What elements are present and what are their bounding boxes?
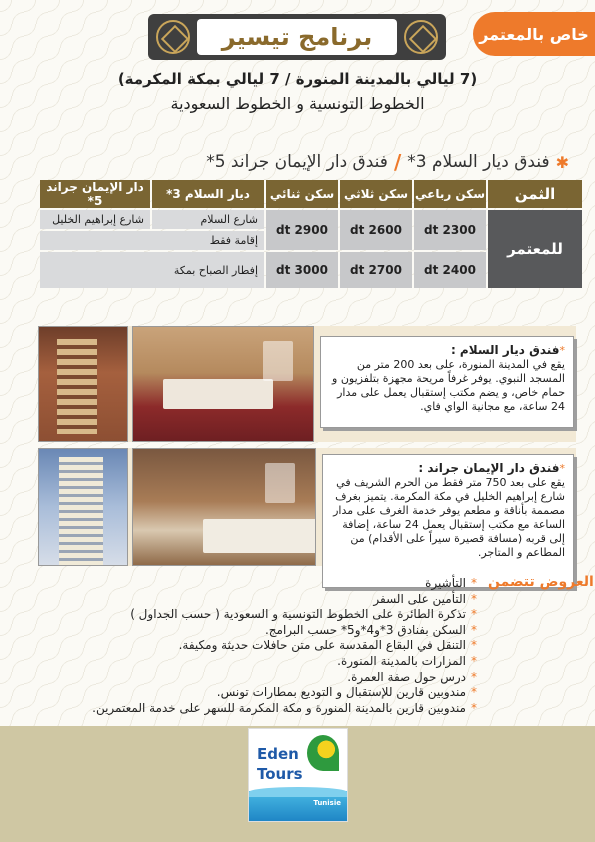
logo-tag: Tunisie xyxy=(313,799,341,807)
bullet-icon: * xyxy=(471,622,477,637)
airlines-subtitle: الخطوط التونسية و الخطوط السعودية xyxy=(170,94,425,113)
header-price: الثمن xyxy=(488,180,582,208)
eden-tours-logo xyxy=(248,728,348,822)
bullet-icon: * xyxy=(471,591,477,606)
hotel1-street: شارع السلام xyxy=(152,210,264,229)
hotel1-room-photo xyxy=(132,326,314,442)
special-tab-label: خاص بالمعتمر xyxy=(479,24,589,44)
special-tab xyxy=(473,12,595,56)
bullet-icon: * xyxy=(559,462,565,475)
hotel2-exterior-photo xyxy=(38,448,128,566)
bullet-icon: * xyxy=(471,700,477,715)
bullet-icon: * xyxy=(471,576,477,590)
price-quad-1: 2300 dt xyxy=(414,210,486,250)
logo-line1: Eden xyxy=(257,745,299,763)
hotel2-name: فندق دار الإيمان جراند : xyxy=(418,461,560,475)
header-triple: سكن ثلاثي xyxy=(340,180,412,208)
price-double-2: 3000 dt xyxy=(266,252,338,288)
bullet-icon: ✱ xyxy=(555,152,569,172)
hotel1-description: يقع في المدينة المنورة، على بعد 200 متر من المسجد النبوي. يوفر غرفاً مريحة مجهزة بتلفزيون و حمام خاص، و يضم مكتب إستقبال يعمل على مدار 24 ساعة، مع مجانية الواي فاي. xyxy=(332,358,565,413)
page-title: برنامج تيسير xyxy=(197,19,397,55)
price-triple-2: 2700 dt xyxy=(340,252,412,288)
list-item: *السكن بفنادق 3*و4*و5* حسب البرامج. xyxy=(264,622,477,637)
bullet-icon: * xyxy=(471,685,477,700)
list-item: *التأمين على السفر xyxy=(373,591,477,606)
breakfast-option: إفطار الصباح بمكة xyxy=(40,252,264,288)
hotel1-name: فندق ديار السلام : xyxy=(450,343,560,357)
list-item: *مندوبين قارين للإستقبال و التوديع بمطارات تونس. xyxy=(216,685,477,700)
hotel1-info xyxy=(320,336,574,428)
list-item: *المزارات بالمدينة المنورة. xyxy=(337,653,477,668)
title-banner xyxy=(148,14,446,60)
header-quad: سكن رباعي xyxy=(414,180,486,208)
hotel1-label: فندق ديار السلام 3* xyxy=(407,152,550,172)
list-item: *درس حول صفة العمرة. xyxy=(347,669,477,684)
nights-subtitle: (7 ليالي بالمدينة المنورة / 7 ليالي بمكة المكرمة) xyxy=(117,70,478,88)
hotels-line xyxy=(206,150,569,174)
bullet-icon: * xyxy=(471,669,477,684)
hotel2-info xyxy=(322,454,574,588)
bullet-icon: * xyxy=(471,607,477,622)
logo-line2: Tours xyxy=(257,765,303,783)
list-item: *تذكرة الطائرة على الخطوط التونسية و السعودية ( حسب الجداول ) xyxy=(130,607,477,622)
hotel2-description: يقع على بعد 750 متر فقط من الحرم الشريف في شارع إبراهيم الخليل في مكة المكرمة. يتميز بغرف مصممة بأناقة و مطعم يوفر خدمة الغرف على مدار الساعة مع مكتب إستقبال يعمل 24 ساعة، إضافة إلى قربه (مسافة قصيرة سيراً على الأقدام) من المطاعم و المتاجر. xyxy=(333,476,565,559)
palm-icon xyxy=(307,735,339,771)
hotel2-label: فندق دار الإيمان جراند 5* xyxy=(206,152,388,172)
price-double-1: 2900 dt xyxy=(266,210,338,250)
offers-list xyxy=(92,576,477,716)
hotel2-room-photo xyxy=(132,448,316,566)
bullet-icon: * xyxy=(471,653,477,668)
wave-graphic xyxy=(249,787,347,797)
price-quad-2: 2400 dt xyxy=(414,252,486,288)
ornament-icon xyxy=(156,20,190,54)
list-item: *التنقل في البقاع المقدسة على متن حافلات حديثة ومكيفة. xyxy=(178,638,477,653)
header-double: سكن ثنائي xyxy=(266,180,338,208)
header-hotel2: دار الإيمان جراند 5* xyxy=(40,180,150,208)
bullet-icon: * xyxy=(471,638,477,653)
hotel1-exterior-photo xyxy=(38,326,128,442)
price-triple-1: 2600 dt xyxy=(340,210,412,250)
price-table xyxy=(38,178,576,282)
group-label: للمعتمر xyxy=(488,210,582,288)
bullet-icon: * xyxy=(559,344,565,357)
header-hotel1: ديار السلام 3* xyxy=(152,180,264,208)
separator: / xyxy=(393,150,402,174)
ornament-icon xyxy=(404,20,438,54)
list-item: *مندوبين قارين بالمدينة المنورة و مكة المكرمة للسهر على خدمة المعتمرين. xyxy=(92,700,477,715)
list-item: *التأشيرة xyxy=(425,576,477,590)
offers-title: العروض تتضمن xyxy=(488,574,594,590)
board-only: إقامة فقط xyxy=(40,231,264,250)
hotel2-street: شارع إبراهيم الخليل xyxy=(40,210,150,229)
